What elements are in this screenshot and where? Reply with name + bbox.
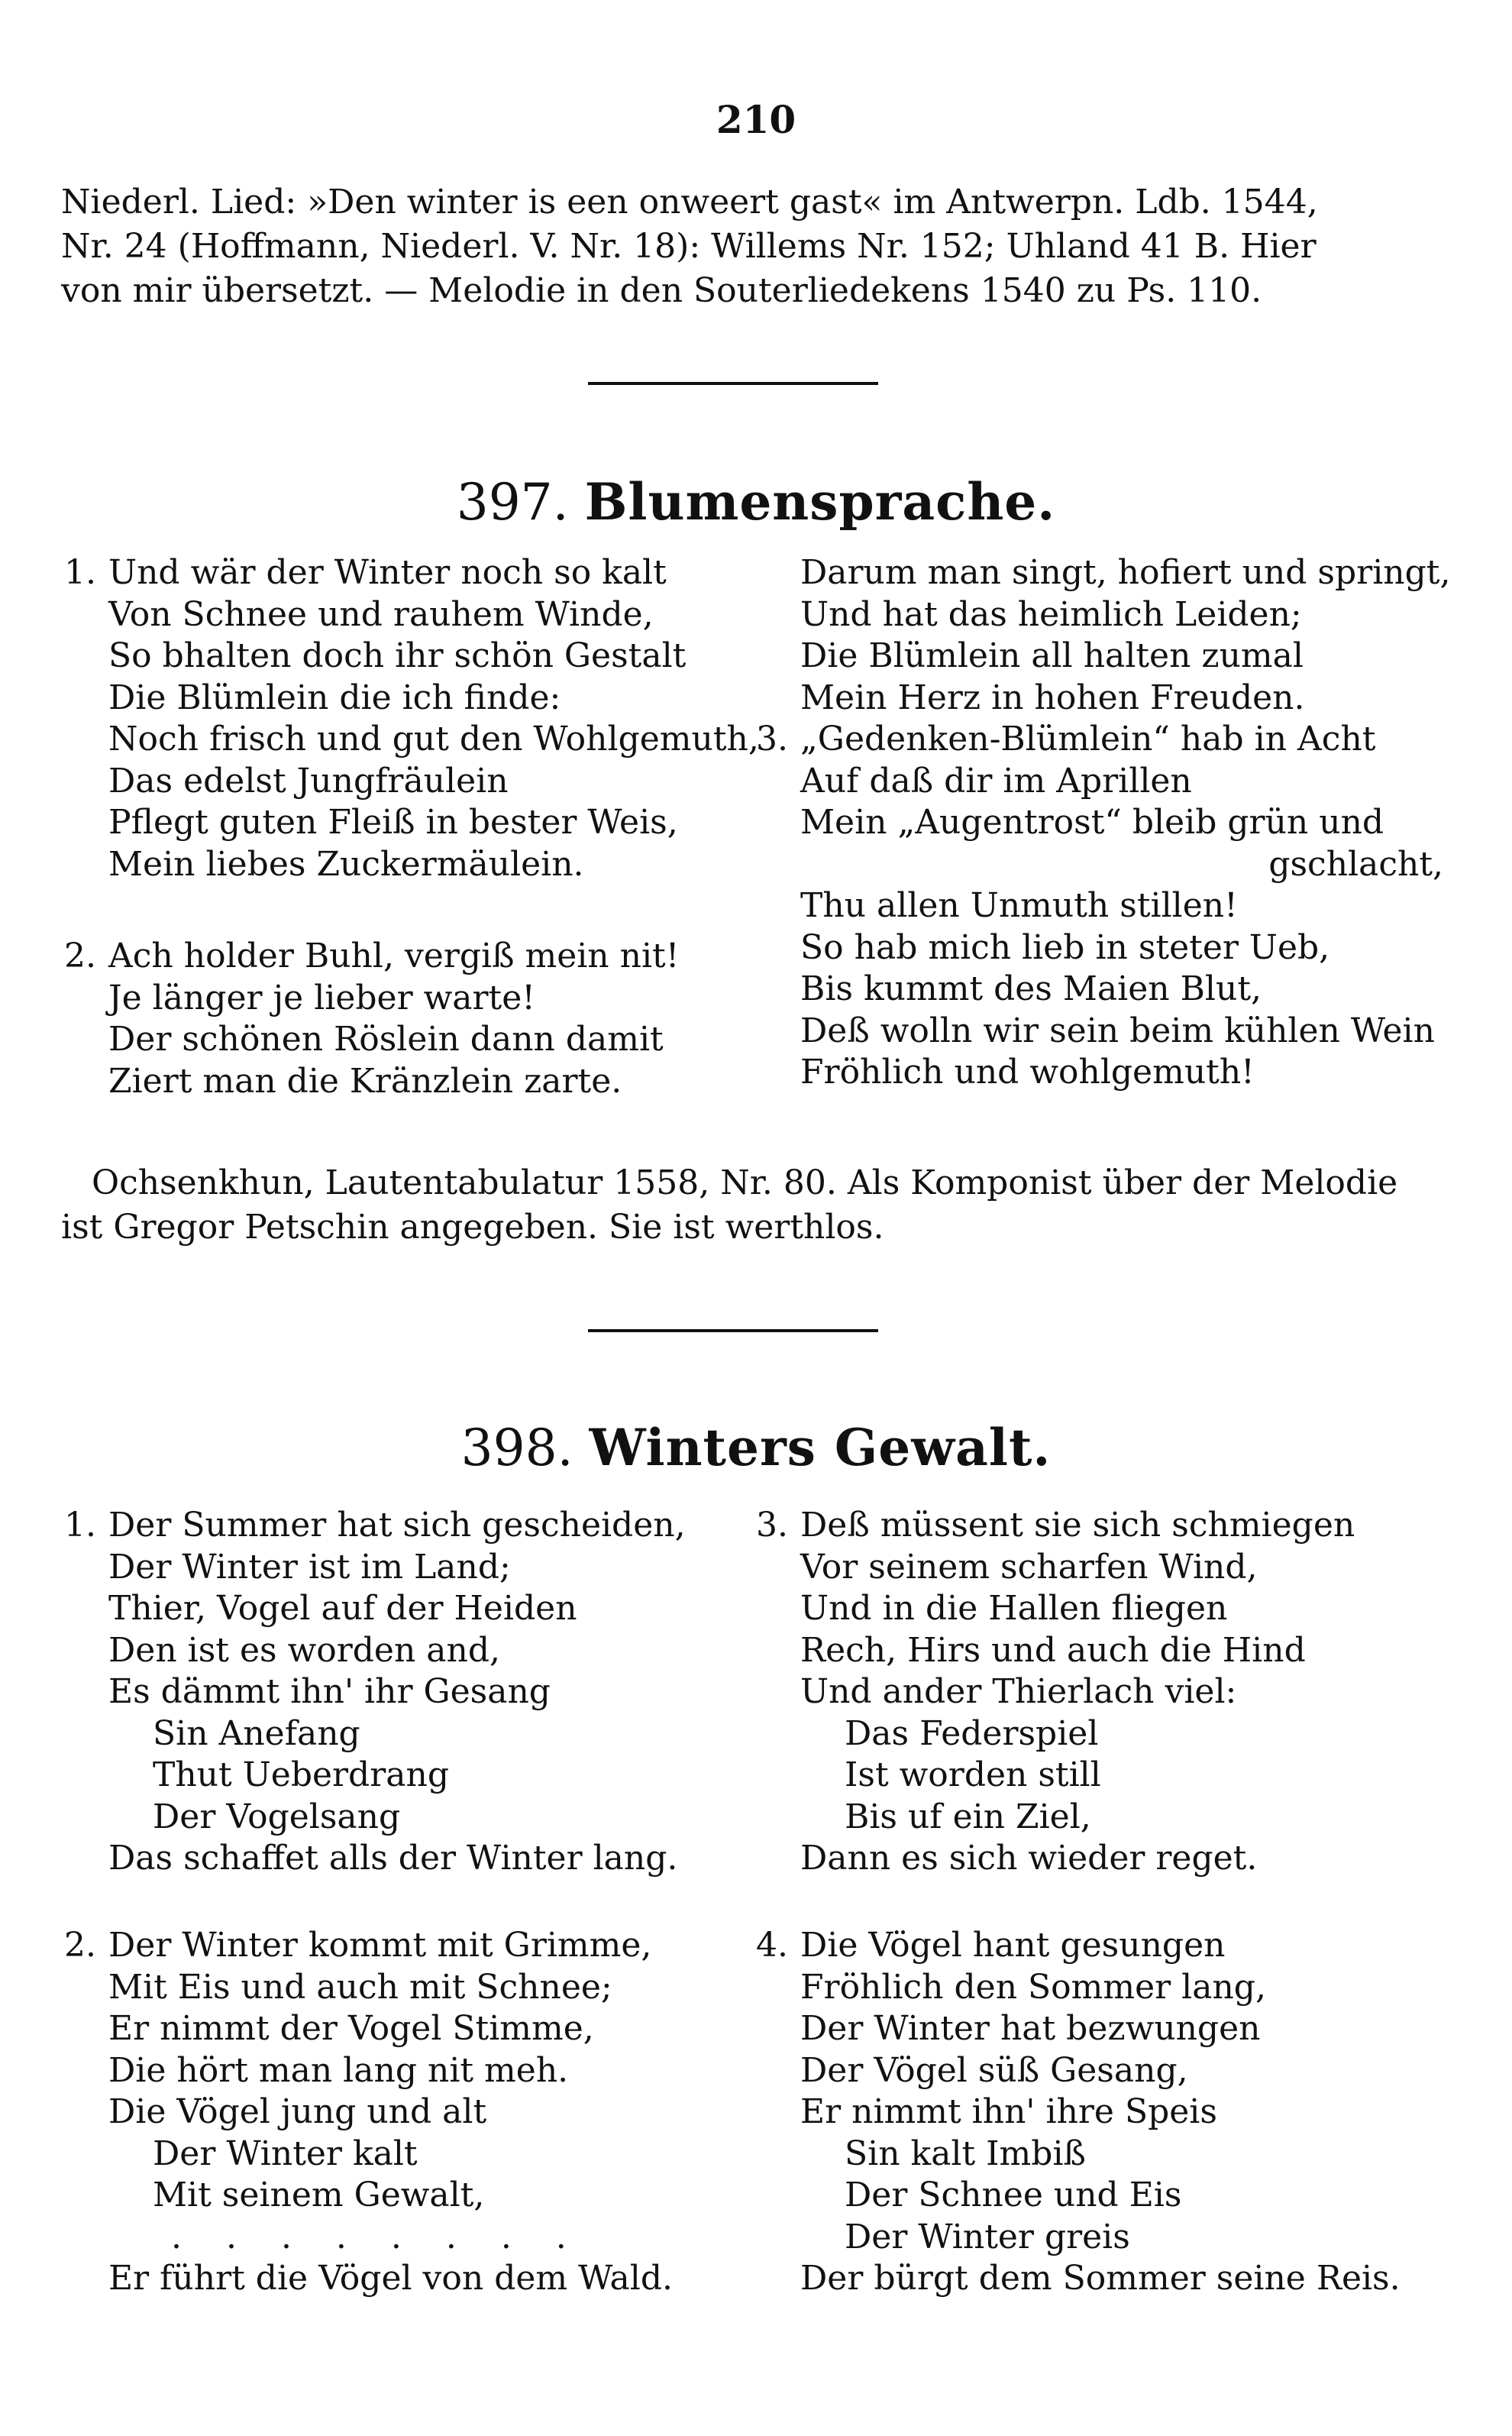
song-397-stanza-1 bbox=[64, 552, 759, 885]
intro-note bbox=[61, 180, 1436, 313]
verse-line: Er führt die Vögel von dem Wald. bbox=[108, 2259, 673, 2298]
verse-line: Mein „Augentrost“ bleib grün und bbox=[800, 803, 1384, 842]
song-398-stanza-1 bbox=[64, 1505, 686, 1880]
verse-line: So bhalten doch ihr schön Gestalt bbox=[108, 636, 687, 675]
section-divider bbox=[588, 1329, 878, 1332]
stanza-number: 1. bbox=[64, 1506, 96, 1545]
intro-note-line: Niederl. Lied: »Den winter is een onweert gast« im Antwerpn. Ldb. 1544, bbox=[61, 183, 1318, 222]
song-397-source-note bbox=[61, 1161, 1436, 1250]
verse-line: Darum man singt, hofiert und springt, bbox=[800, 553, 1451, 592]
song-number: 397. bbox=[456, 473, 569, 532]
verse-line: Der Summer hat sich gescheiden, bbox=[108, 1506, 686, 1545]
song-number: 398. bbox=[460, 1419, 573, 1477]
verse-line: Ist worden still bbox=[845, 1755, 1101, 1794]
verse-line: So hab mich lieb in steter Ueb, bbox=[800, 927, 1330, 967]
verse-line: Bis kummt des Maien Blut, bbox=[800, 969, 1262, 1008]
verse-line: Der Winter ist im Land; bbox=[108, 1547, 511, 1587]
verse-line: Der Vögel süß Gesang, bbox=[800, 2050, 1188, 2090]
verse-line-wrap: gschlacht, bbox=[1268, 844, 1443, 884]
verse-line: Den ist es worden and, bbox=[108, 1630, 501, 1670]
verse-line: Der Winter greis bbox=[845, 2217, 1130, 2256]
verse-line: Deß müssent sie sich schmiegen bbox=[800, 1506, 1355, 1545]
verse-line: Der Winter hat bezwungen bbox=[800, 2009, 1261, 2048]
song-397-stanza-2 bbox=[64, 936, 679, 1102]
verse-line: Noch frisch und gut den Wohlgemuth, bbox=[108, 720, 759, 759]
verse-line: Die Blümlein die ich finde: bbox=[108, 678, 561, 717]
song-name: Blumensprache. bbox=[584, 472, 1056, 532]
verse-line: Das edelst Jungfräulein bbox=[108, 761, 509, 801]
intro-note-line: von mir übersetzt. — Melodie in den Souterliedekens 1540 zu Ps. 110. bbox=[61, 271, 1262, 310]
verse-line: Mit Eis und auch mit Schnee; bbox=[108, 1967, 612, 2007]
verse-line: Thier, Vogel auf der Heiden bbox=[108, 1589, 577, 1628]
verse-line: Sin kalt Imbiß bbox=[845, 2134, 1086, 2173]
verse-line: Thut Ueberdrang bbox=[153, 1755, 449, 1794]
song-398-title bbox=[0, 1418, 1512, 1477]
verse-line: Bis uf ein Ziel, bbox=[845, 1797, 1091, 1836]
song-398-stanza-4 bbox=[756, 1925, 1401, 2300]
verse-line: Thu allen Unmuth stillen! bbox=[800, 886, 1238, 925]
verse-line: Er nimmt der Vogel Stimme, bbox=[108, 2009, 594, 2048]
verse-line: Vor seinem scharfen Wind, bbox=[800, 1547, 1258, 1587]
verse-line: Die hört man lang nit meh. bbox=[108, 2050, 569, 2090]
verse-line: Und wär der Winter noch so kalt bbox=[108, 553, 667, 592]
verse-line: Es dämmt ihn' ihr Gesang bbox=[108, 1672, 551, 1711]
verse-line: Der Winter kalt bbox=[153, 2134, 418, 2173]
verse-line: Der Schnee und Eis bbox=[845, 2176, 1182, 2214]
verse-line: Mit seinem Gewalt, bbox=[153, 2176, 485, 2214]
verse-line: Fröhlich den Sommer lang, bbox=[800, 1967, 1266, 2007]
verse-line: Der Winter kommt mit Grimme, bbox=[108, 1926, 652, 1965]
verse-line: Auf daß dir im Aprillen bbox=[800, 761, 1192, 801]
verse-line: Und hat das heimlich Leiden; bbox=[800, 594, 1302, 634]
stanza-number: 2. bbox=[64, 1926, 96, 1965]
source-note-line: Ochsenkhun, Lautentabulatur 1558, Nr. 80. Als Komponist über der Melodie bbox=[92, 1163, 1398, 1202]
song-397-right-column bbox=[756, 552, 1451, 1094]
stanza-number: 1. bbox=[64, 553, 96, 592]
stanza-number: 3. bbox=[756, 720, 788, 759]
verse-line: Deß wolln wir sein beim kühlen Wein bbox=[800, 1011, 1435, 1050]
verse-line: Dann es sich wieder reget. bbox=[800, 1839, 1258, 1878]
verse-line: Ziert man die Kränzlein zarte. bbox=[108, 1061, 622, 1101]
verse-line: Sin Anefang bbox=[153, 1713, 360, 1753]
verse-line: Fröhlich und wohlgemuth! bbox=[800, 1053, 1255, 1092]
verse-line: Von Schnee und rauhem Winde, bbox=[108, 594, 654, 634]
verse-line: Das Federspiel bbox=[845, 1713, 1099, 1753]
verse-line: Er nimmt ihn' ihre Speis bbox=[800, 2092, 1217, 2131]
verse-line: Je länger je lieber warte! bbox=[108, 978, 535, 1017]
verse-line: Mein liebes Zuckermäulein. bbox=[108, 844, 584, 884]
verse-line: Der bürgt dem Sommer seine Reis. bbox=[800, 2259, 1401, 2298]
source-note-line: ist Gregor Petschin angegeben. Sie ist werthlos. bbox=[61, 1208, 884, 1247]
verse-line: Ach holder Buhl, vergiß mein nit! bbox=[108, 937, 680, 975]
verse-line: Die Vögel jung und alt bbox=[108, 2092, 487, 2131]
verse-line: Pflegt guten Fleiß in bester Weis, bbox=[108, 803, 678, 842]
omission-dots: . . . . . . . . bbox=[171, 2217, 583, 2256]
verse-line: Und in die Hallen fliegen bbox=[800, 1589, 1228, 1628]
intro-note-line: Nr. 24 (Hoffmann, Niederl. V. Nr. 18): Willems Nr. 152; Uhland 41 B. Hier bbox=[61, 227, 1317, 266]
song-398-stanza-2 bbox=[64, 1925, 673, 2300]
stanza-number: 4. bbox=[756, 1926, 788, 1965]
stanza-number: 2. bbox=[64, 937, 96, 975]
verse-line: Rech, Hirs und auch die Hind bbox=[800, 1630, 1306, 1670]
page-number: 210 bbox=[716, 97, 796, 142]
section-divider bbox=[588, 382, 878, 385]
verse-line: Und ander Thierlach viel: bbox=[800, 1672, 1237, 1711]
verse-line: „Gedenken-Blümlein“ hab in Acht bbox=[800, 720, 1376, 759]
verse-line: Die Vögel hant gesungen bbox=[800, 1926, 1226, 1965]
verse-line: Der Vogelsang bbox=[153, 1797, 401, 1836]
verse-line: Das schaffet alls der Winter lang. bbox=[108, 1839, 678, 1878]
song-397-title bbox=[0, 472, 1512, 532]
song-398-stanza-3 bbox=[756, 1505, 1355, 1880]
stanza-number: 3. bbox=[756, 1506, 788, 1545]
verse-line: Der schönen Röslein dann damit bbox=[108, 1020, 664, 1059]
verse-line: Mein Herz in hohen Freuden. bbox=[800, 678, 1305, 717]
song-name: Winters Gewalt. bbox=[589, 1418, 1052, 1477]
verse-line: Die Blümlein all halten zumal bbox=[800, 636, 1304, 675]
